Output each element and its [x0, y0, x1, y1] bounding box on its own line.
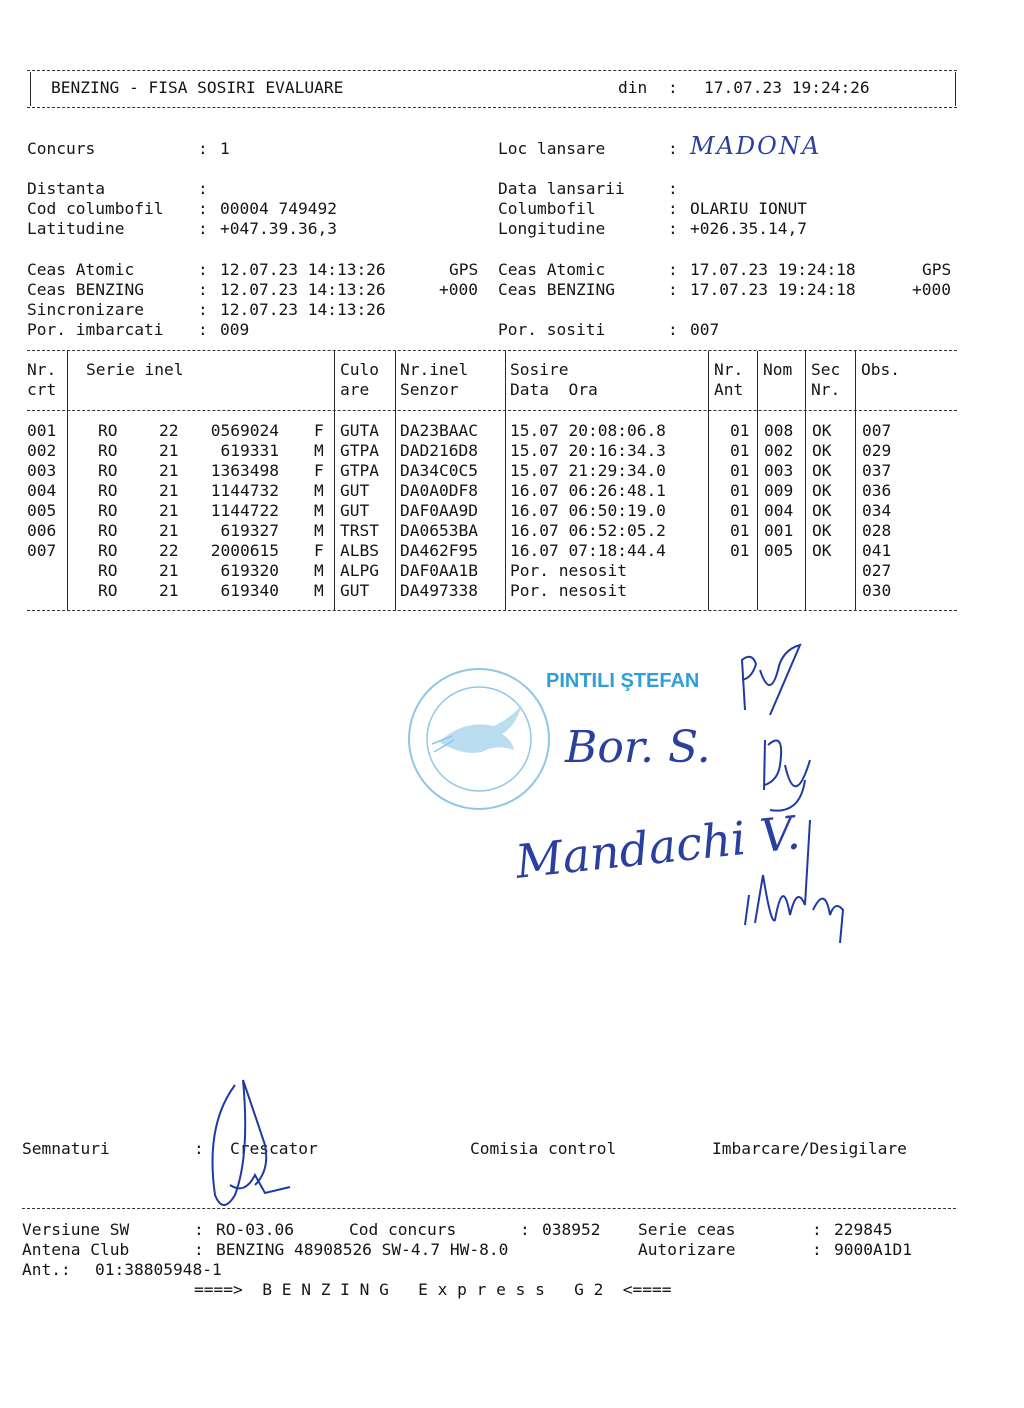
- comisia-control-label: Comisia control: [470, 1139, 617, 1158]
- loc-lansare-label: Loc lansare: [498, 139, 606, 158]
- cell-serie: 619331: [220, 441, 279, 460]
- semnaturi-colon: :: [194, 1139, 204, 1158]
- cell-obs: 030: [862, 581, 892, 600]
- left-ceas-atomic-colon: :: [198, 260, 208, 279]
- cell-sosire: 15.07 21:29:34.0: [510, 461, 666, 480]
- cell-sosire: Por. nesosit: [510, 561, 627, 580]
- ant-value: 01:38805948-1: [95, 1260, 222, 1279]
- cell-senzor: DAF0AA1B: [400, 561, 478, 580]
- cell-culoare: GUTA: [340, 421, 379, 440]
- signature-initials-3: [735, 815, 850, 945]
- th-nr-inel-1: Nr.inel: [400, 360, 469, 379]
- right-ceas-benzing-colon: :: [668, 280, 678, 299]
- handwritten-line-2: Mandachi V.: [512, 805, 803, 889]
- col-divider-3: [395, 351, 396, 610]
- autorizare-value: 9000A1D1: [834, 1240, 912, 1259]
- cell-serie: 2000615: [210, 541, 279, 560]
- cell-country: RO: [98, 581, 118, 600]
- cell-sosire: 16.07 07:18:44.4: [510, 541, 666, 560]
- right-ceas-atomic-suffix: GPS: [922, 260, 952, 279]
- data-lansarii-colon: :: [668, 179, 678, 198]
- cell-year: 21: [159, 521, 179, 540]
- cell-year: 21: [159, 581, 179, 600]
- por-imbarcati-colon: :: [198, 320, 208, 339]
- cell-sex: F: [314, 541, 324, 560]
- cell-nr: 006: [27, 521, 57, 540]
- th-nr-crt-1: Nr.: [27, 360, 57, 379]
- cell-obs: 027: [862, 561, 892, 580]
- cell-ant: 01: [730, 481, 750, 500]
- longitudine-value: +026.35.14,7: [690, 219, 807, 238]
- cell-ant: 01: [730, 541, 750, 560]
- cell-nom: 003: [764, 461, 794, 480]
- cell-culoare: GTPA: [340, 461, 379, 480]
- por-sositi-value: 007: [690, 320, 720, 339]
- document-title: BENZING - FISA SOSIRI EVALUARE: [51, 78, 344, 97]
- cell-culoare: GTPA: [340, 441, 379, 460]
- crescator-signature: [195, 1075, 305, 1220]
- columbofil-colon: :: [668, 199, 678, 218]
- cell-sosire: 15.07 20:16:34.3: [510, 441, 666, 460]
- cell-sex: M: [314, 561, 324, 580]
- cod-columbofil-label: Cod columbofil: [27, 199, 164, 218]
- data-lansarii-label: Data lansarii: [498, 179, 625, 198]
- cell-nom: 002: [764, 441, 794, 460]
- cell-year: 21: [159, 441, 179, 460]
- cell-culoare: GUT: [340, 581, 370, 600]
- cell-culoare: TRST: [340, 521, 379, 540]
- cell-year: 21: [159, 561, 179, 580]
- cell-country: RO: [98, 521, 118, 540]
- cell-sec: OK: [812, 521, 832, 540]
- cod-concurs-label: Cod concurs: [349, 1220, 457, 1239]
- por-sositi-colon: :: [668, 320, 678, 339]
- cell-obs: 007: [862, 421, 892, 440]
- cell-country: RO: [98, 421, 118, 440]
- cell-sec: OK: [812, 461, 832, 480]
- footer-rule: [22, 1208, 956, 1209]
- cell-nr: 002: [27, 441, 57, 460]
- cell-serie: 0569024: [210, 421, 279, 440]
- th-culoare-2: are: [340, 380, 370, 399]
- cell-senzor: DA23BAAC: [400, 421, 478, 440]
- cell-sex: M: [314, 521, 324, 540]
- cell-nom: 001: [764, 521, 794, 540]
- por-sositi-label: Por. sositi: [498, 320, 606, 339]
- left-ceas-atomic-label: Ceas Atomic: [27, 260, 135, 279]
- concurs-value: 1: [220, 139, 230, 158]
- th-nr-crt-2: crt: [27, 380, 57, 399]
- right-ceas-benzing-suffix: +000: [912, 280, 951, 299]
- cell-sosire: 16.07 06:26:48.1: [510, 481, 666, 500]
- cell-senzor: DAD216D8: [400, 441, 478, 460]
- cell-serie: 1363498: [210, 461, 279, 480]
- cell-senzor: DA462F95: [400, 541, 478, 560]
- right-ceas-benzing-label: Ceas BENZING: [498, 280, 615, 299]
- cell-sex: M: [314, 581, 324, 600]
- th-sec-1: Sec: [811, 360, 841, 379]
- latitudine-colon: :: [198, 219, 208, 238]
- cell-senzor: DA497338: [400, 581, 478, 600]
- cell-senzor: DA0653BA: [400, 521, 478, 540]
- cell-country: RO: [98, 561, 118, 580]
- din-colon: :: [668, 78, 678, 97]
- serie-ceas-colon: :: [812, 1220, 822, 1239]
- th-sosire-1: Sosire: [510, 360, 569, 379]
- cell-year: 21: [159, 461, 179, 480]
- left-ceas-atomic-suffix: GPS: [449, 260, 479, 279]
- right-ceas-atomic-colon: :: [668, 260, 678, 279]
- cell-year: 22: [159, 541, 179, 560]
- cell-ant: 01: [730, 441, 750, 460]
- th-nr-inel-2: Senzor: [400, 380, 459, 399]
- col-divider-1: [67, 351, 68, 610]
- cell-sex: F: [314, 421, 324, 440]
- cell-obs: 041: [862, 541, 892, 560]
- serie-ceas-label: Serie ceas: [638, 1220, 736, 1239]
- cell-nom: 008: [764, 421, 794, 440]
- serie-ceas-value: 229845: [834, 1220, 893, 1239]
- antena-club-colon: :: [194, 1240, 204, 1259]
- signature-initials-1: [730, 640, 820, 720]
- columbofil-label: Columbofil: [498, 199, 596, 218]
- cell-sec: OK: [812, 421, 832, 440]
- col-divider-7: [805, 351, 806, 610]
- distanta-label: Distanta: [27, 179, 105, 198]
- th-sosire-2: Data Ora: [510, 380, 598, 399]
- cell-nr: 001: [27, 421, 57, 440]
- table-top-rule: [27, 350, 957, 351]
- cell-nr: 005: [27, 501, 57, 520]
- sincronizare-colon: :: [198, 300, 208, 319]
- cell-sosire: 16.07 06:52:05.2: [510, 521, 666, 540]
- cell-ant: 01: [730, 501, 750, 520]
- handwritten-line-1: Bor. S.: [565, 722, 711, 773]
- cell-obs: 037: [862, 461, 892, 480]
- cell-sex: F: [314, 461, 324, 480]
- table-header-rule: [27, 410, 957, 411]
- cell-country: RO: [98, 501, 118, 520]
- cell-nr: 007: [27, 541, 57, 560]
- concurs-colon: :: [198, 139, 208, 158]
- stamp-name: PINTILI ŞTEFAN: [546, 670, 700, 692]
- versiune-sw-colon: :: [194, 1220, 204, 1239]
- cell-country: RO: [98, 461, 118, 480]
- cell-senzor: DAF0AA9D: [400, 501, 478, 520]
- cell-sex: M: [314, 501, 324, 520]
- cell-sosire: 15.07 20:08:06.8: [510, 421, 666, 440]
- latitudine-value: +047.39.36,3: [220, 219, 337, 238]
- col-divider-2: [334, 351, 335, 610]
- loc-lansare-value: MADONA: [690, 132, 822, 160]
- concurs-label: Concurs: [27, 139, 96, 158]
- por-imbarcati-label: Por. imbarcati: [27, 320, 164, 339]
- latitudine-label: Latitudine: [27, 219, 125, 238]
- cell-sex: M: [314, 481, 324, 500]
- left-ceas-atomic-value: 12.07.23 14:13:26: [220, 260, 386, 279]
- cell-obs: 029: [862, 441, 892, 460]
- col-divider-8: [855, 351, 856, 610]
- cell-culoare: ALPG: [340, 561, 379, 580]
- header-right-border: [955, 72, 956, 106]
- cell-obs: 034: [862, 501, 892, 520]
- cell-sosire: Por. nesosit: [510, 581, 627, 600]
- left-ceas-benzing-value: 12.07.23 14:13:26: [220, 280, 386, 299]
- th-culoare-1: Culo: [340, 360, 379, 379]
- din-value: 17.07.23 19:24:26: [704, 78, 870, 97]
- right-ceas-atomic-label: Ceas Atomic: [498, 260, 606, 279]
- autorizare-label: Autorizare: [638, 1240, 736, 1259]
- cell-year: 21: [159, 501, 179, 520]
- cell-ant: 01: [730, 421, 750, 440]
- distanta-colon: :: [198, 179, 208, 198]
- right-ceas-atomic-value: 17.07.23 19:24:18: [690, 260, 856, 279]
- th-serie-inel: Serie inel: [86, 360, 184, 379]
- crescator-label: Crescator: [230, 1139, 318, 1158]
- cell-sec: OK: [812, 541, 832, 560]
- antena-club-value: BENZING 48908526 SW-4.7 HW-8.0: [216, 1240, 509, 1259]
- cell-country: RO: [98, 441, 118, 460]
- th-sec-2: Nr.: [811, 380, 841, 399]
- autorizare-colon: :: [812, 1240, 822, 1259]
- cell-serie: 619320: [220, 561, 279, 580]
- left-ceas-benzing-label: Ceas BENZING: [27, 280, 144, 299]
- ant-label: Ant.:: [22, 1260, 71, 1279]
- cod-concurs-colon: :: [520, 1220, 530, 1239]
- cell-senzor: DA0A0DF8: [400, 481, 478, 500]
- loc-lansare-colon: :: [668, 139, 678, 158]
- versiune-sw-label: Versiune SW: [22, 1220, 130, 1239]
- cell-nr: 004: [27, 481, 57, 500]
- right-ceas-benzing-value: 17.07.23 19:24:18: [690, 280, 856, 299]
- col-divider-6: [757, 351, 758, 610]
- din-label: din: [618, 78, 648, 97]
- cell-nr: 003: [27, 461, 57, 480]
- cell-ant: 01: [730, 521, 750, 540]
- cell-nom: 009: [764, 481, 794, 500]
- cell-country: RO: [98, 481, 118, 500]
- cell-culoare: GUT: [340, 481, 370, 500]
- cod-columbofil-colon: :: [198, 199, 208, 218]
- cell-serie: 1144732: [210, 481, 279, 500]
- header-left-border: [30, 72, 31, 106]
- th-obs: Obs.: [861, 360, 900, 379]
- cell-nom: 005: [764, 541, 794, 560]
- club-seal-stamp: [404, 664, 554, 814]
- cell-serie: 619327: [220, 521, 279, 540]
- header-bottom-rule: [27, 107, 957, 108]
- th-nr-ant-1: Nr.: [714, 360, 744, 379]
- cell-senzor: DA34C0C5: [400, 461, 478, 480]
- th-nom: Nom: [763, 360, 793, 379]
- cell-sec: OK: [812, 501, 832, 520]
- cell-nom: 004: [764, 501, 794, 520]
- cell-year: 22: [159, 421, 179, 440]
- cell-sosire: 16.07 06:50:19.0: [510, 501, 666, 520]
- cell-obs: 036: [862, 481, 892, 500]
- versiune-sw-value: RO-03.06: [216, 1220, 294, 1239]
- cell-sec: OK: [812, 441, 832, 460]
- sincronizare-value: 12.07.23 14:13:26: [220, 300, 386, 319]
- cell-country: RO: [98, 541, 118, 560]
- cell-obs: 028: [862, 521, 892, 540]
- left-ceas-benzing-colon: :: [198, 280, 208, 299]
- antena-club-label: Antena Club: [22, 1240, 130, 1259]
- col-divider-4: [505, 351, 506, 610]
- semnaturi-label: Semnaturi: [22, 1139, 110, 1158]
- imbarcare-desigilare-label: Imbarcare/Desigilare: [712, 1139, 907, 1158]
- cell-serie: 1144722: [210, 501, 279, 520]
- th-nr-ant-2: Ant: [714, 380, 744, 399]
- longitudine-colon: :: [668, 219, 678, 238]
- cell-culoare: ALBS: [340, 541, 379, 560]
- cell-sec: OK: [812, 481, 832, 500]
- columbofil-value: OLARIU IONUT: [690, 199, 807, 218]
- longitudine-label: Longitudine: [498, 219, 606, 238]
- por-imbarcati-value: 009: [220, 320, 250, 339]
- col-divider-5: [708, 351, 709, 610]
- sincronizare-label: Sincronizare: [27, 300, 144, 319]
- table-bottom-rule: [27, 610, 957, 611]
- cell-sex: M: [314, 441, 324, 460]
- cell-ant: 01: [730, 461, 750, 480]
- cell-year: 21: [159, 481, 179, 500]
- cell-serie: 619340: [220, 581, 279, 600]
- header-top-rule: [27, 70, 957, 71]
- benzing-banner: ====> B E N Z I N G E x p r e s s G 2 <====: [194, 1280, 672, 1299]
- left-ceas-benzing-suffix: +000: [439, 280, 478, 299]
- cod-concurs-value: 038952: [542, 1220, 601, 1239]
- cod-columbofil-value: 00004 749492: [220, 199, 337, 218]
- cell-culoare: GUT: [340, 501, 370, 520]
